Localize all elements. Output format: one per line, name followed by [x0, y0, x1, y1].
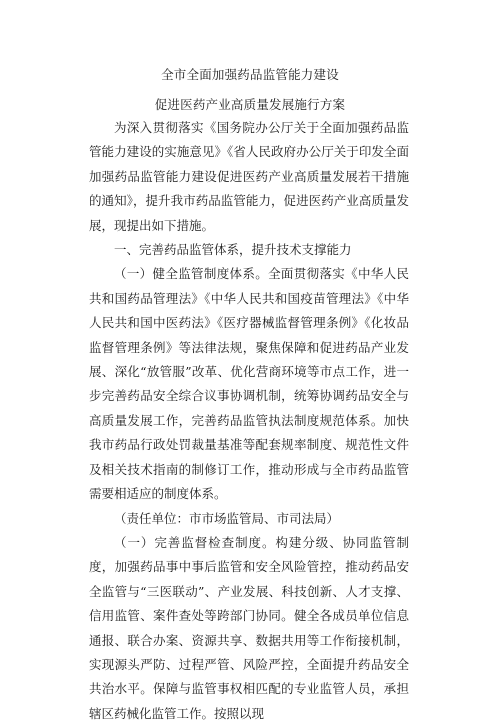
document-title-line-1: 全市全面加强药品监管能力建设 [161, 67, 339, 82]
responsible-units-1: （责任单位：市市场监管局、市司法局） [114, 510, 340, 526]
document-body [89, 116, 409, 726]
paragraph-item-2: （一）完善监督检查制度。构建分级、协同监管制度，加强药品事中事后监管和安全风险管控，推动药品安全监管与“三医联动”、产业发展、科技创新、人才支撑、信用监管、案件查处等跨部门协同。健全各成员单位信息通报、联合办案、资源共享、数据共用等工作衔接机制，实现源头严防、过程严管、风险严控，全面提升药品安全共治水平。保障与监管事权相匹配的专业监管人员，承担辖区药械化监管工作。按照以现 [89, 534, 409, 721]
document-title-line-2: 促进医药产业高质量发展施行方案 [154, 97, 346, 112]
paragraph-item-1: （一）健全监管制度体系。全面贯彻落实《中华人民共和国药品管理法》《中华人民共和国疫苗管理法》《中华人民共和国中医药法》《医疗器械监督管理条例》《化妆品监督管理条例》等法律法规，聚焦保障和促进药品产业发展、深化“放管服”改革、优化营商环境等市点工作，进一步完善药品安全综合议事协调机制，统筹协调药品安全与高质量发展工作，完善药品监管执法制度规范体系。加快我市药品行政处罚裁量基准等配套规率制度、规范性文件及相关技术指南的制修订工作，推动形成与全市药品监管需要相适应的制度体系。 [89, 266, 409, 502]
section-heading-1: 一、完善药品监管体系，提升技术支撑能力 [114, 242, 352, 258]
paragraph-intro: 为深入贯彻落实《国务院办公厅关于全面加强药品监管能力建设的实施意见》《省人民政府办公厅关于印发全面加强药品监管能力建设促进医药产业高质量发展若干措施的通知》，提升我市药品监管能力，促进医药产业高质量发展，现提出如下措施。 [89, 120, 409, 233]
